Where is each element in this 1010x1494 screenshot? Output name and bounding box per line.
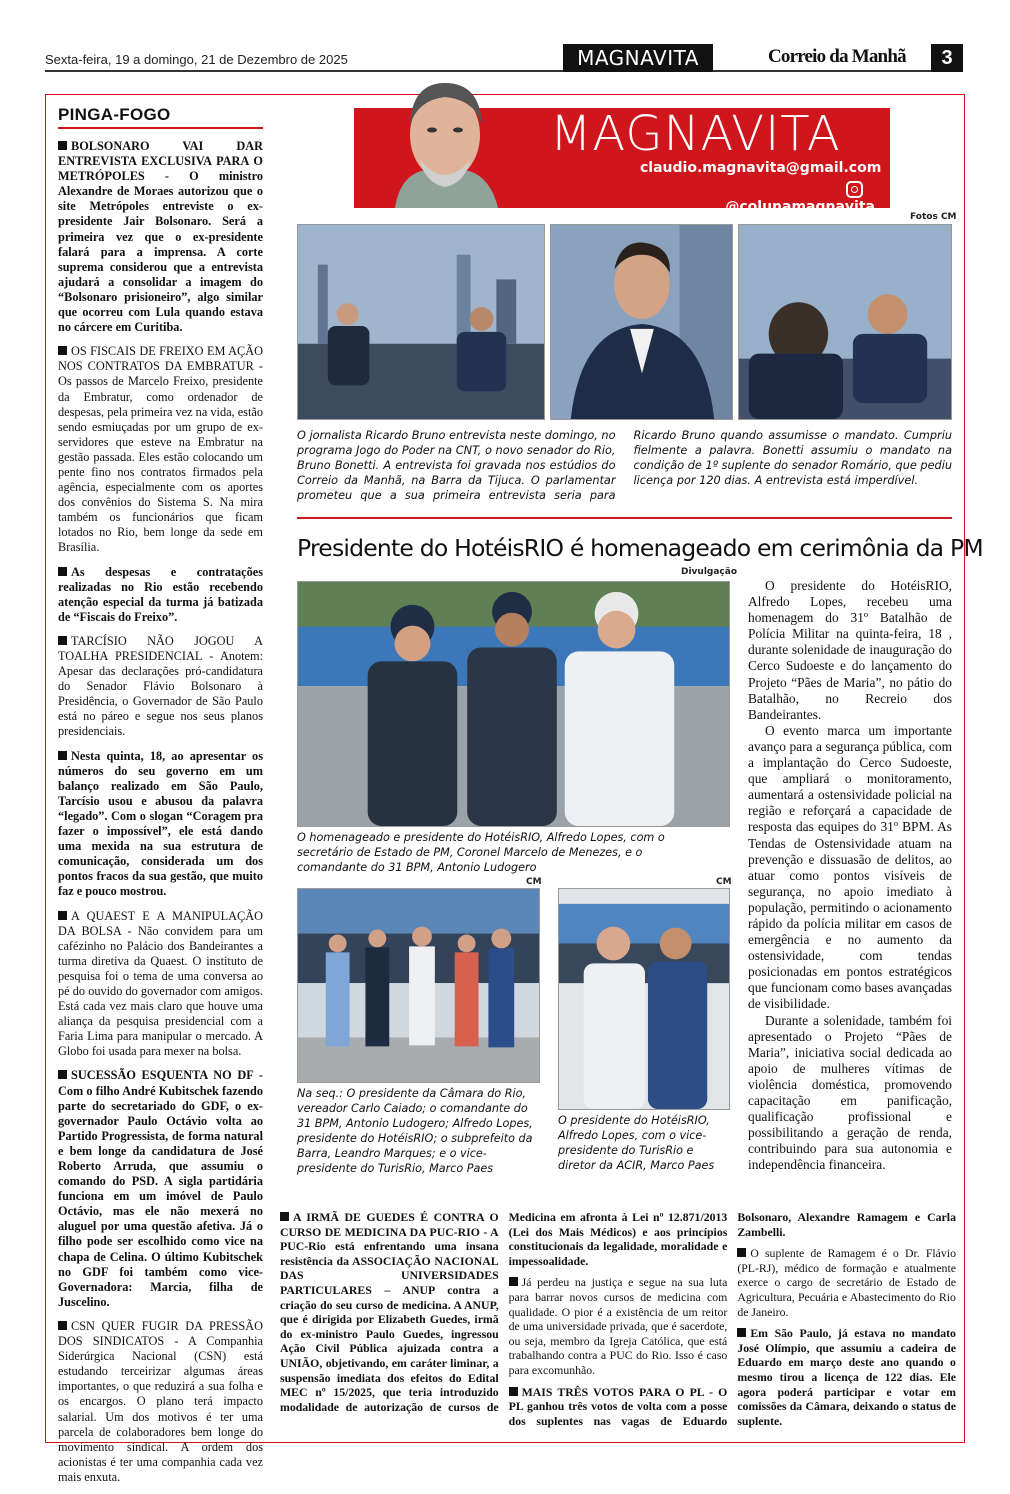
bullet-square-icon <box>58 346 67 355</box>
two-men-photo-caption: O presidente do HotéisRIO, Alfredo Lopes, com o vice-presidente do TurisRio e diretor da ACIR, Marco Paes <box>558 1114 715 1172</box>
note-body: - A PUC-Rio está enfrentando uma insana resistência da ASSOCIAÇÃO NACIONAL DAS UNIVERSIDADES PARTICULARES – ANUP contra a criação do seu curso de medicina. A ANUP, que é dirigida por Elizabeth Guedes, irmã do ex-ministro Paulo Guedes, ingressou Ação Civil Pública ajuizada contra a UNIÃO, objetivando, em caráter liminar, a suspensão imediata dos efeitos do Edital MEC nº 15/2025, que teria introduzido modalidade de autorização de cursos de Medicina em afronta à Lei nº 12.871/2013 (Lei dos Mais Médicos) e aos princípios constitucionais da legalidade, moralidade e impessoalidade. <box>280 1210 728 1414</box>
interview-caption: O jornalista Ricardo Bruno entrevista neste domingo, no programa Jogo do Poder na CNT, o novo senador do Rio, Bruno Bonetti. A entrevista foi gravada nos estúdios do Correio da Manhã, na Barra da Tijuca. O parlamentar prometeu que a sua primeira entrevista seria para Ricardo Bruno quando assumisse o mandato. Cumpriu fielmente a palavra. Bonetti assumiu o mandato na condição de 1º suplente do senador Romário, que pediu licença por 120 dias. A entrevista está imperdível. <box>297 429 952 502</box>
news-note <box>58 565 263 625</box>
note-body: Nesta quinta, 18, ao apresentar os números do seu governo em um balanço realizado em São Paulo, Tarcísio usou e abusou da palavra “legado”. Com o slogan “Coragem pra fazer o impossível”, ele está dando uma mexida na sua estrutura de comunicação, considerada um dos pontos fracos da sua gestão, que muito faz e pouco mostrou. <box>58 748 263 899</box>
bullet-square-icon <box>737 1328 746 1337</box>
news-note <box>58 344 263 555</box>
bottom-notes <box>280 1210 956 1428</box>
bullet-square-icon <box>737 1248 746 1257</box>
note-lead: OS FISCAIS DE FREIXO EM AÇÃO NOS CONTRATOS DA EMBRATUR <box>58 344 263 374</box>
note-body: O suplente de Ramagem é o Dr. Flávio (PL-RJ), médico de formação e atualmente exerce o cargo de secretário de Estado de Agricultura, Pecuária e Abastecimento do Rio de Janeiro. <box>737 1246 956 1319</box>
bullet-square-icon <box>58 1321 67 1330</box>
article-paragraph: O evento marca um importante avanço para a segurança pública, com a implantação do Cerco Sudoeste, que ampliará o monitoramento, aumentará a ostensividade policial na região e reforçará a capacidade de resposta das equipes do 31º BPM. As Tendas de Ostensividade atuam na prevenção e dissuasão de delitos, ao atuar como pontos visíveis de segurança, no apoio imediato à população, permitindo o acionamento rápido da polícia militar em casos de emergência e no aumento da ostensividade, com tendas posicionadas em pontos estratégicos que funcionam como bases avançadas de visibilidade. <box>748 722 952 1012</box>
note-body: - Anotem: Apesar das declarações pró-candidatura do Senador Flávio Bolsonaro à Presidência, o Governador de São Paulo está no páreo e segue nos seus planos presidenciais. <box>58 649 263 739</box>
news-note <box>737 1326 956 1428</box>
bullet-square-icon <box>509 1387 518 1396</box>
news-note <box>58 749 263 900</box>
note-body: Já perdeu na justiça e segue na sua luta para barrar novos cursos de medicina com qualidade. O pior é a existência de um reitor de uma universidade privada, que é sacerdote, ou seja, membro da Igreja Católica, que está trabalhando contra a PUC do Rio. Isso é caso para excomunhão. <box>508 1275 728 1377</box>
article-paragraph: O presidente do HotéisRIO, Alfredo Lopes, recebeu uma homenagem do 31º Batalhão de Polícia Militar na quinta-feira, 18 , durante solenidade de inauguração do Cerco Sudoeste e do lançamento do Projeto “Pães de Maria”, no pátio do Batalhão, no Recreio dos Bandeirantes. <box>748 578 952 722</box>
note-body: - O ministro Alexandre de Moraes autorizou que o site Metrópoles entreviste o ex-presidente Jair Bolsonaro. Será a primeira vez que o ex-presidente falará para a imprensa. A corte suprema considerou que a entrevista ajudará a consolidar a imagem do “Bolsonaro prisioneiro”, algo similar que ocorreu com Lula quando estava no cárcere em Curitiba. <box>58 169 263 335</box>
pinga-fogo-column <box>58 105 263 1494</box>
note-body: Em São Paulo, já estava no mandato José Olímpio, que assumiu a cadeira de Eduardo em março deste ano quando o mesmo tirou a licença de 122 dias. Ele agora poderá participar e votar em comissões da Câmara, deixando o status de suplente. <box>737 1326 956 1428</box>
article-body <box>748 578 952 1173</box>
note-lead: SUCESSÃO ESQUENTA NO DF <box>71 1068 254 1083</box>
note-lead: CSN QUER FUGIR DA PRESSÃO DOS SINDICATOS <box>58 1318 263 1349</box>
interview-photo-close <box>738 224 952 420</box>
pinga-fogo-title: PINGA-FOGO <box>58 105 263 129</box>
columnist-portrait <box>390 75 500 208</box>
instagram-label: @colunamagnavita <box>725 199 875 215</box>
note-body: - A Companhia Siderúrgica Nacional (CSN) está estudando terceirizar algumas áreas importantes, o que reduzirá a sua folha e os encargos. O plano terá impacto salarial. Um dos motivos é ter uma parcela de colaboradores bem longe do movimento sindical. A ordem dos acionistas é ter uma companhia cada vez mais enxuta. <box>58 1334 263 1484</box>
news-note <box>58 909 263 1060</box>
news-note <box>737 1246 956 1319</box>
note-body: - O PL ganhou três votos de volta com a posse dos suplentes nas vagas de Eduardo Bolsonaro, Alexandre Ramagem e Carla Zambelli. <box>508 1210 956 1428</box>
senator-portrait-photo <box>550 224 733 420</box>
photo1-credit: Divulgação <box>681 567 738 577</box>
news-note <box>58 1068 263 1310</box>
bullet-square-icon <box>280 1212 289 1221</box>
bullet-square-icon <box>58 567 67 576</box>
pinga-fogo-notes <box>58 139 263 1485</box>
group-photo-caption: Na seq.: O presidente da Câmara do Rio, vereador Carlo Caiado; o comandante do 31 BPM, Antonio Ludogero; Alfredo Lopes, presidente do HotéisRIO; o subprefeito da Barra, Leandro Marques; e o vice-presidente do TurisRio, Marco Paes <box>297 1087 533 1175</box>
interview-photo-wide <box>297 224 545 420</box>
main-photo-caption: O homenageado e presidente do HotéisRIO, Alfredo Lopes, com o secretário de Estado de PM, Coronel Marcelo de Menezes, e o comandante do 31 BPM, Antonio Ludogero <box>297 831 665 874</box>
bullet-square-icon <box>58 751 67 760</box>
bullet-square-icon <box>58 1070 67 1079</box>
note-body: As despesas e contratações realizadas no Rio estão recebendo atenção especial da turma já batizada de “Fiscais do Freixo”. <box>58 564 263 624</box>
note-lead: MAIS TRÊS VOTOS PARA O PL <box>521 1384 705 1399</box>
photo-credit: Fotos CM <box>910 212 957 222</box>
instagram-handle[interactable] <box>700 181 875 215</box>
photo2-credit: CM <box>526 877 542 887</box>
column-title: MAGNAVITA <box>550 106 841 162</box>
bullet-square-icon <box>58 141 67 150</box>
edition-date: Sexta-feira, 19 a domingo, 21 de Dezembro de 2025 <box>45 52 348 67</box>
two-men-photo <box>558 888 730 1110</box>
instagram-icon <box>846 181 863 198</box>
note-body: - Os passos de Marcelo Freixo, presidente da Embratur, como ordenador de despesas, pela primeira vez na vida, estão sendo esmiuçadas por um grupo de ex-servidores que esteve na Embratur na gestão passada. Eles estão colocando um pente fino nos contratos firmados pela agência, especialmente com os aportes dos convênios do Sistema S. Na mira também os funcionários que ficam lotados no Rio, bem longe da sede em Brasília. <box>58 359 263 555</box>
page-number: 3 <box>931 44 963 72</box>
note-lead: TARCÍSIO NÃO JOGOU A TOALHA PRESIDENCIAL <box>58 633 263 663</box>
note-lead: A IRMÃ DE GUEDES É CONTRA O CURSO DE MEDICINA DA PUC-RIO <box>280 1210 499 1239</box>
newspaper-logo: Correio da Manhã <box>768 46 906 67</box>
bullet-square-icon <box>58 911 67 920</box>
article-paragraph: Durante a solenidade, também foi apresentado o Projeto “Pães de Maria”, iniciativa social dedicada ao apoio de mulheres vítimas de violência doméstica, promovendo capacitação em panificação, qualificação profissional e possibilitando a geração de renda, contribuindo para sua autonomia e independência financeira. <box>748 1012 952 1173</box>
news-note <box>509 1275 728 1377</box>
article-headline: Presidente do HotéisRIO é homenageado em cerimônia da PM <box>297 534 983 562</box>
note-lead: A QUAEST E A MANIPULAÇÃO DA BOLSA <box>58 908 263 938</box>
news-note <box>58 634 263 740</box>
note-lead: BOLSONARO VAI DAR ENTREVISTA EXCLUSIVA PARA O METRÓPOLES <box>58 139 263 184</box>
news-note <box>58 139 263 335</box>
bullet-square-icon <box>58 636 67 645</box>
section-label: MAGNAVITA <box>563 44 713 72</box>
news-note <box>58 1319 263 1485</box>
columnist-email[interactable]: claudio.magnavita@gmail.com <box>640 160 882 176</box>
group-photo <box>297 888 540 1083</box>
note-body: - Não convidem para um cafézinho no Palácio dos Bandeirantes a turma diretiva da Quaest. O instituto de pesquisa foi o tema de uma conversa ao pé do ouvido do governador com amigos. Está cada vez mais claro que houve uma aliança da pesquisa presidencial com a Faria Lima para manipular o mercado. A Globo foi usada para mexer na bolsa. <box>58 923 263 1059</box>
header-rule <box>45 70 962 72</box>
section-divider <box>297 517 952 519</box>
note-body: - Com o filho André Kubitschek fazendo parte do secretariado do GDF, o ex-governador Paulo Octávio volta ao Partido Progressista, de forma natural e bem longe da candidatura de José Roberto Arruda, que assumiu o comando do PSD. A sigla partidária funciona em um imóvel de Paulo Octávio, mas ele não mexerá no aluguel por uma questão afetiva. Já o filho pode ser escolhido como vice na chapa de Celina. O último Kubitschek no GDF foi também como vice-Governadora: Marcia, filha de Juscelino. <box>58 1068 263 1309</box>
ceremony-main-photo <box>297 581 730 827</box>
photo3-credit: CM <box>716 877 732 887</box>
bullet-square-icon <box>509 1277 518 1286</box>
